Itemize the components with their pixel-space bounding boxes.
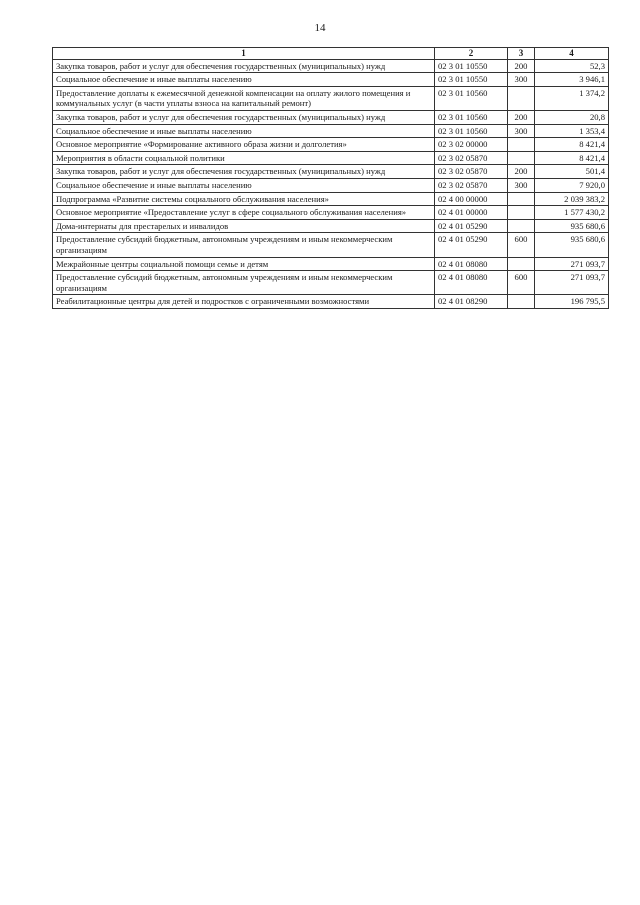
row-code-cell: 02 4 01 00000 <box>435 206 508 220</box>
row-type-cell: 300 <box>508 73 535 87</box>
row-sum-cell: 271 093,7 <box>535 257 609 271</box>
row-sum-cell: 1 577 430,2 <box>535 206 609 220</box>
row-sum-cell: 1 374,2 <box>535 86 609 110</box>
row-name-cell: Подпрограмма «Развитие системы социального обслуживания населения» <box>53 192 435 206</box>
row-name-cell: Предоставление субсидий бюджетным, автономным учреждениям и иным некоммерческим организациям <box>53 233 435 257</box>
row-name-cell: Социальное обеспечение и иные выплаты населению <box>53 124 435 138</box>
row-code-cell: 02 3 01 10550 <box>435 59 508 73</box>
table-row <box>53 110 609 124</box>
row-name-cell: Социальное обеспечение и иные выплаты населению <box>53 178 435 192</box>
row-type-cell <box>508 138 535 152</box>
row-type-cell <box>508 151 535 165</box>
table-row <box>53 73 609 87</box>
row-type-cell: 600 <box>508 271 535 295</box>
row-type-cell: 200 <box>508 165 535 179</box>
row-name-cell: Предоставление доплаты к ежемесячной денежной компенсации на оплату жилого помещения и коммунальных услуг (в части уплаты взноса на капитальный ремонт) <box>53 86 435 110</box>
row-code-cell: 02 3 02 05870 <box>435 151 508 165</box>
row-code-cell: 02 3 01 10560 <box>435 110 508 124</box>
page-number: 14 <box>314 22 326 34</box>
budget-table <box>52 47 609 309</box>
row-code-cell: 02 4 01 05290 <box>435 219 508 233</box>
row-type-cell <box>508 206 535 220</box>
row-sum-cell: 935 680,6 <box>535 219 609 233</box>
table-row <box>53 59 609 73</box>
row-sum-cell: 20,8 <box>535 110 609 124</box>
row-code-cell: 02 4 01 08080 <box>435 271 508 295</box>
row-name-cell: Реабилитационные центры для детей и подростков с ограниченными возможностями <box>53 295 435 309</box>
table-row <box>53 233 609 257</box>
row-name-cell: Социальное обеспечение и иные выплаты населению <box>53 73 435 87</box>
header-col-3: 3 <box>508 48 535 60</box>
row-sum-cell: 196 795,5 <box>535 295 609 309</box>
row-code-cell: 02 3 01 10560 <box>435 86 508 110</box>
row-code-cell: 02 4 01 05290 <box>435 233 508 257</box>
header-col-2: 2 <box>435 48 508 60</box>
row-type-cell: 600 <box>508 233 535 257</box>
row-name-cell: Основное мероприятие «Предоставление услуг в сфере социального обслуживания населения» <box>53 206 435 220</box>
table-row <box>53 165 609 179</box>
row-sum-cell: 2 039 383,2 <box>535 192 609 206</box>
row-type-cell: 300 <box>508 178 535 192</box>
row-type-cell <box>508 86 535 110</box>
table-row <box>53 138 609 152</box>
row-code-cell: 02 4 01 08080 <box>435 257 508 271</box>
row-sum-cell: 52,3 <box>535 59 609 73</box>
row-type-cell: 300 <box>508 124 535 138</box>
row-name-cell: Межрайонные центры социальной помощи семье и детям <box>53 257 435 271</box>
row-name-cell: Мероприятия в области социальной политики <box>53 151 435 165</box>
row-code-cell: 02 4 01 08290 <box>435 295 508 309</box>
header-col-4: 4 <box>535 48 609 60</box>
row-name-cell: Закупка товаров, работ и услуг для обеспечения государственных (муниципальных) нужд <box>53 110 435 124</box>
row-type-cell <box>508 257 535 271</box>
row-sum-cell: 1 353,4 <box>535 124 609 138</box>
row-name-cell: Предоставление субсидий бюджетным, автономным учреждениям и иным некоммерческим организациям <box>53 271 435 295</box>
row-code-cell: 02 3 02 05870 <box>435 178 508 192</box>
row-type-cell <box>508 219 535 233</box>
table-row <box>53 219 609 233</box>
row-name-cell: Дома-интернаты для престарелых и инвалидов <box>53 219 435 233</box>
row-code-cell: 02 3 01 10550 <box>435 73 508 87</box>
row-sum-cell: 8 421,4 <box>535 138 609 152</box>
row-sum-cell: 501,4 <box>535 165 609 179</box>
table-header-row <box>53 48 609 60</box>
row-sum-cell: 3 946,1 <box>535 73 609 87</box>
table-row <box>53 178 609 192</box>
table-row <box>53 295 609 309</box>
row-name-cell: Закупка товаров, работ и услуг для обеспечения государственных (муниципальных) нужд <box>53 59 435 73</box>
header-col-1: 1 <box>53 48 435 60</box>
row-sum-cell: 8 421,4 <box>535 151 609 165</box>
table-row <box>53 86 609 110</box>
row-sum-cell: 271 093,7 <box>535 271 609 295</box>
row-sum-cell: 7 920,0 <box>535 178 609 192</box>
row-code-cell: 02 3 02 05870 <box>435 165 508 179</box>
table-row <box>53 151 609 165</box>
table-row <box>53 206 609 220</box>
table-row <box>53 271 609 295</box>
row-type-cell: 200 <box>508 59 535 73</box>
table-row <box>53 124 609 138</box>
row-type-cell <box>508 295 535 309</box>
row-code-cell: 02 4 00 00000 <box>435 192 508 206</box>
row-name-cell: Основное мероприятие «Формирование активного образа жизни и долголетия» <box>53 138 435 152</box>
row-sum-cell: 935 680,6 <box>535 233 609 257</box>
row-name-cell: Закупка товаров, работ и услуг для обеспечения государственных (муниципальных) нужд <box>53 165 435 179</box>
table-row <box>53 192 609 206</box>
row-code-cell: 02 3 01 10560 <box>435 124 508 138</box>
row-type-cell <box>508 192 535 206</box>
row-type-cell: 200 <box>508 110 535 124</box>
table-row <box>53 257 609 271</box>
row-code-cell: 02 3 02 00000 <box>435 138 508 152</box>
